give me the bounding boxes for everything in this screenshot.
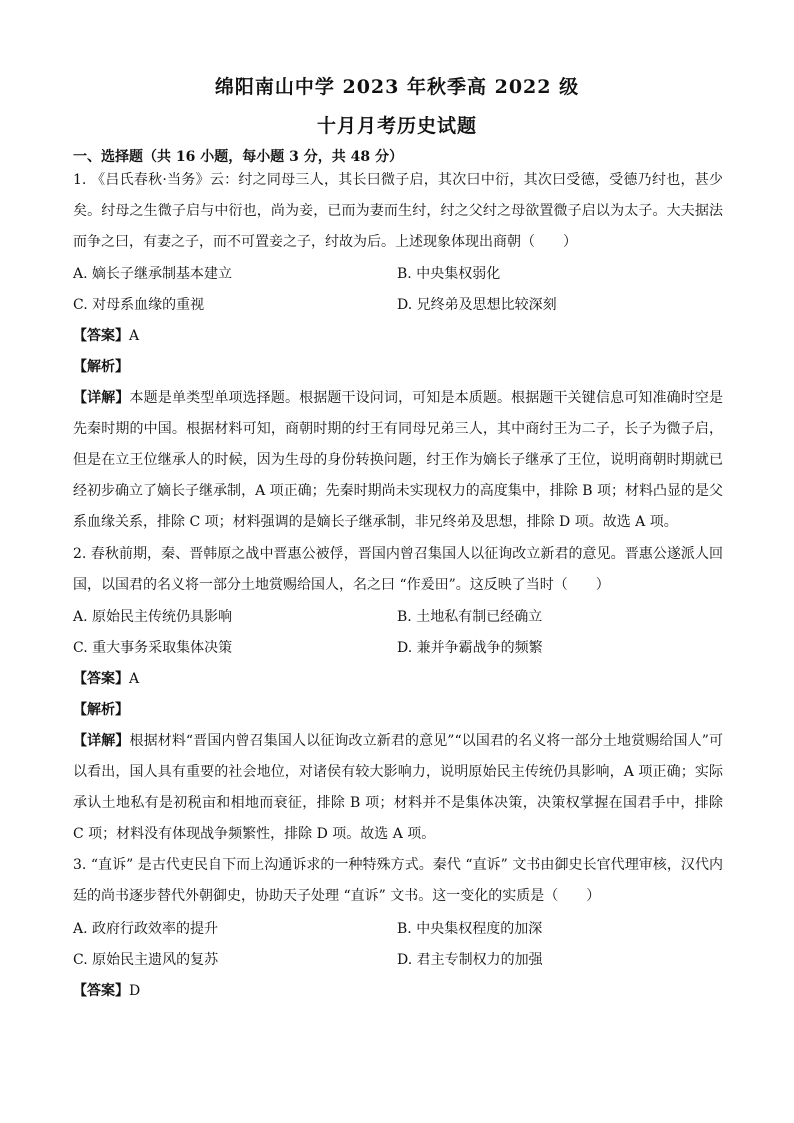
question-2-option-d: D. 兼并争霸战争的频繁 <box>397 640 543 656</box>
question-1-option-b: B. 中央集权弱化 <box>397 266 501 282</box>
question-1-answer <box>73 326 139 346</box>
exam-title-line1: 绵阳南山中学 2023 年秋季高 2022 级 <box>214 76 580 98</box>
answer-label: 【答案】 <box>73 983 129 999</box>
question-1-stem: 1. 《吕氏春秋·当务》云：纣之同母三人，其长曰微子启，其次曰中衍，其次曰受德，受德乃纣也，甚少矣。纣母之生微子启与中衍也，尚为妾，已而为妻而生纣，纣之父纣之母欲置微子启以为太子。大夫据法而争之曰，有妻之子，而不可置妾之子，纣故为后。上述现象体现出商朝（ ） <box>73 172 723 250</box>
question-1-option-c: C. 对母系血缘的重视 <box>73 297 205 313</box>
detail-label: 【详解】 <box>73 733 130 749</box>
answer-value: D <box>129 983 141 999</box>
question-2-stem: 2. 春秋前期，秦、晋韩原之战中晋惠公被俘，晋国内曾召集国人以征询改立新君的意见。晋惠公遂派人回国，以国君的名义将一部分土地赏赐给国人，名之曰 “作爰田”。这反映了当时（ ） <box>73 546 723 593</box>
question-3-option-b: B. 中央集权程度的加深 <box>397 921 543 937</box>
answer-label: 【答案】 <box>73 328 129 344</box>
question-3-stem: 3. “直诉” 是古代吏民自下而上沟通诉求的一种特殊方式。秦代 “直诉” 文书由御史长官代理审核，汉代内廷的尚书逐步替代外朝御史，协助天子处理 “直诉” 文书。这一变化的实质是（ ） <box>73 857 723 904</box>
question-1-detail <box>73 383 723 538</box>
question-2-answer <box>73 669 139 689</box>
exam-title-line2: 十月月考历史试题 <box>316 115 477 137</box>
question-2-detail <box>73 726 723 850</box>
answer-value: A <box>129 328 140 344</box>
question-3-option-c: C. 原始民主遗风的复苏 <box>73 952 219 968</box>
answer-label: 【答案】 <box>73 671 129 687</box>
question-3-option-a: A. 政府行政效率的提升 <box>73 921 219 937</box>
question-2-option-c: C. 重大事务采取集体决策 <box>73 640 233 656</box>
question-1-option-a: A. 嫡长子继承制基本建立 <box>73 266 233 282</box>
detail-text: 根据材料“晋国内曾召集国人以征询改立新君的意见”“以国君的名义将一部分土地赏赐给国人”可以看出，国人具有重要的社会地位，对诸侯有较大影响力，说明原始民主传统仍具影响，A 项正确；实际承认土地私有是初税亩和相地而衰征，排除 B 项；材料并不是集体决策，决策权掌握在国君手中，排除 C 项；材料没有体现战争频繁性，排除 D 项。故选 A 项。 <box>73 733 723 842</box>
question-2-option-a: A. 原始民主传统仍具影响 <box>73 609 233 625</box>
question-3-option-d: D. 君主专制权力的加强 <box>397 952 543 968</box>
question-1-analysis-label: 【解析】 <box>73 359 129 375</box>
detail-text: 本题是单类型单项选择题。根据题干设问词，可知是本质题。根据题干关键信息可知准确时空是先秦时期的中国。根据材料可知，商朝时期的纣王有同母兄弟三人，其中商纣王为二子，长子为微子启，但是在立王位继承人的时候，因为生母的身份转换问题，纣王作为嫡长子继承了王位，说明商朝时期就已经初步确立了嫡长子继承制，A 项正确；先秦时期尚未实现权力的高度集中，排除 B 项；材料凸显的是父系血缘关系，排除 C 项；材料强调的是嫡长子继承制，非兄终弟及思想，排除 D 项。故选 A 项。 <box>73 390 724 530</box>
question-1-option-d: D. 兄终弟及思想比较深刻 <box>397 297 557 313</box>
detail-label: 【详解】 <box>73 390 130 406</box>
answer-value: A <box>129 671 140 687</box>
question-3-answer <box>73 981 140 1001</box>
question-2-option-b: B. 土地私有制已经确立 <box>397 609 543 625</box>
question-2-analysis-label: 【解析】 <box>73 702 129 718</box>
section-heading: 一、选择题（共 16 小题，每小题 3 分，共 48 分） <box>73 149 403 165</box>
